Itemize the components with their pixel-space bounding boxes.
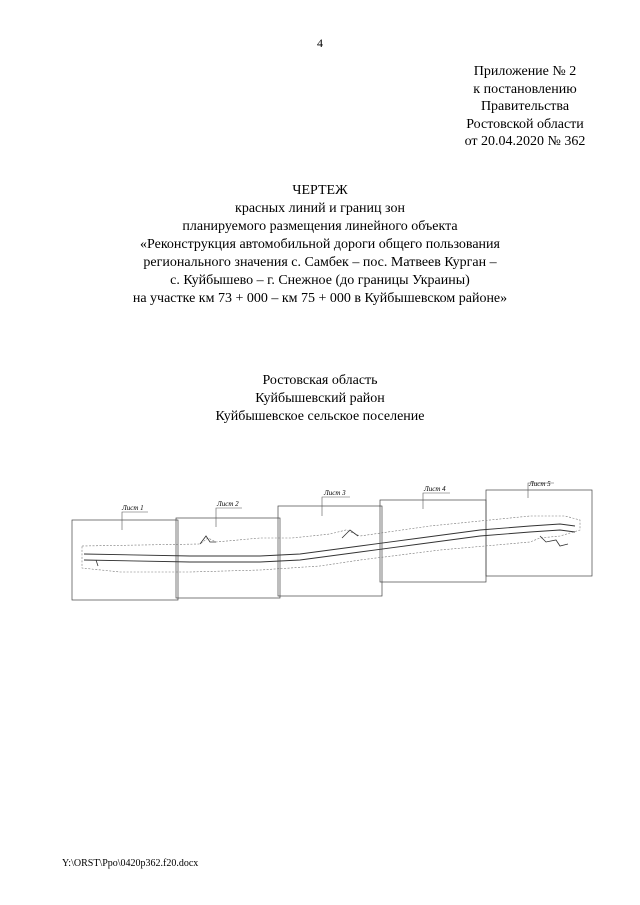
sheet-label: Лист 2	[217, 500, 239, 508]
sheet-layout-drawing	[60, 480, 600, 610]
sheet-frame	[486, 490, 592, 576]
appendix-block	[440, 63, 610, 151]
title-line: с. Куйбышево – г. Снежное (до границы Украины)	[170, 273, 470, 288]
appendix-line: от 20.04.2020 № 362	[464, 134, 586, 149]
appendix-line: Правительства	[480, 99, 570, 114]
appendix-line: Приложение № 2	[473, 64, 577, 79]
location-line: Куйбышевское сельское поселение	[215, 409, 425, 424]
location-line: Куйбышевский район	[255, 391, 385, 406]
sheet-label: Лист 1	[122, 504, 144, 512]
road-axis	[84, 524, 575, 556]
title-line: «Реконструкция автомобильной дороги общего пользования	[140, 237, 500, 252]
title-line: планируемого размещения линейного объекта	[182, 219, 458, 234]
title-line: красных линий и границ зон	[235, 201, 405, 216]
sheet-label: Лист 4	[424, 485, 446, 493]
zone-boundary	[82, 516, 580, 572]
title-line: на участке км 73 + 000 – км 75 + 000 в Куйбышевском районе»	[132, 291, 508, 306]
location-block	[0, 372, 640, 426]
title-heading: ЧЕРТЕЖ	[292, 183, 348, 198]
appendix-line: к постановлению	[473, 81, 577, 97]
page-number: 4	[317, 36, 323, 50]
appendix-line: Ростовской области	[466, 116, 584, 132]
location-line: Ростовская область	[262, 373, 378, 388]
sheet-label: Лист 5	[529, 480, 551, 488]
road-edge	[84, 530, 575, 562]
file-path: Y:\ORST\Ppo\0420p362.f20.docx	[62, 858, 199, 869]
sheet-frame	[176, 518, 280, 598]
document-title	[0, 182, 640, 308]
title-line: регионального значения с. Самбек – пос. Матвеев Курган –	[143, 255, 497, 270]
sheet-label: Лист 3	[324, 489, 346, 497]
